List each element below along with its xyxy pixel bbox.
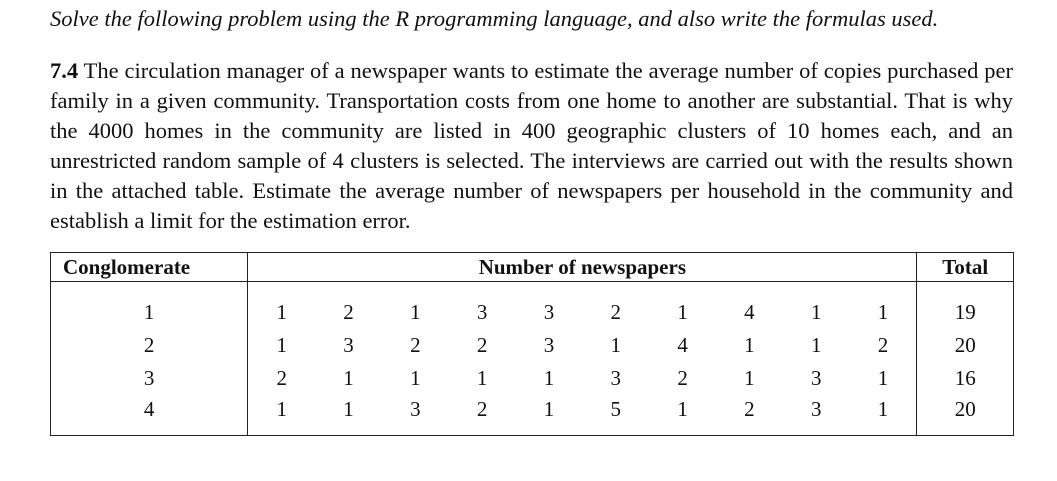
cluster-total: 20 [917, 395, 1014, 436]
problem-text: The circulation manager of a newspaper wants to estimate the average number of copies purchased per family in a given community. Transportation costs from one home to another are substantial. That is why the 4000 homes in the community are listed in 400 geographic clusters of 10 homes each, and an unrestricted random sample of 4 clusters is selected. The interviews are carried out with the results shown in the attached table. Estimate the average number of newspapers per household in the community and establish a limit for the estimation error. [50, 58, 1013, 233]
newspaper-count: 1 [877, 300, 889, 324]
newspaper-count: 1 [877, 366, 889, 390]
problem-statement [50, 56, 1013, 236]
header-number-of-newspapers: Number of newspapers [248, 253, 917, 282]
cluster-total: 16 [917, 362, 1014, 395]
newspaper-count: 1 [248, 395, 315, 436]
cluster-total: 19 [917, 296, 1014, 329]
newspaper-count: 1 [850, 395, 917, 436]
newspaper-count: 3 [543, 333, 555, 357]
newspaper-count: 1 [343, 366, 354, 390]
newspaper-count: 1 [276, 333, 287, 357]
newspaper-count: 2 [877, 333, 889, 357]
newspaper-count: 2 [476, 333, 488, 357]
newspaper-count: 1 [810, 300, 822, 324]
header-total: Total [917, 253, 1014, 282]
newspaper-count: 1 [744, 366, 755, 390]
newspaper-count: 2 [716, 395, 783, 436]
newspaper-count: 1 [744, 333, 755, 357]
cluster-id: 1 [51, 296, 248, 329]
problem-number: 7.4 [50, 58, 79, 83]
newspaper-count: 5 [582, 395, 649, 436]
newspaper-count: 1 [476, 366, 488, 390]
table-row [51, 296, 1014, 329]
newspaper-count: 2 [343, 300, 354, 324]
newspaper-count: 1 [410, 366, 421, 390]
cluster-id: 2 [51, 329, 248, 362]
cluster-total: 20 [917, 329, 1014, 362]
newspaper-count: 1 [410, 300, 421, 324]
newspaper-count: 3 [543, 300, 555, 324]
newspaper-count: 1 [516, 395, 583, 436]
newspaper-count: 1 [677, 300, 688, 324]
table-row [51, 395, 1014, 436]
newspaper-count: 3 [783, 395, 850, 436]
newspaper-count: 1 [649, 395, 716, 436]
header-conglomerate: Conglomerate [51, 253, 248, 282]
table-header-row [51, 253, 1014, 282]
newspaper-count: 3 [343, 333, 354, 357]
newspaper-count: 4 [744, 300, 755, 324]
newspaper-count: 2 [276, 366, 287, 390]
newspaper-count: 2 [677, 366, 688, 390]
newspaper-count: 1 [543, 366, 555, 390]
cluster-id: 3 [51, 362, 248, 395]
newspaper-count: 1 [315, 395, 382, 436]
newspaper-count: 3 [476, 300, 488, 324]
table-row [51, 329, 1014, 362]
newspaper-count: 1 [276, 300, 287, 324]
newspaper-count: 2 [449, 395, 516, 436]
newspaper-count: 1 [810, 333, 822, 357]
newspaper-count: 1 [610, 333, 622, 357]
newspaper-count: 2 [610, 300, 622, 324]
newspaper-count: 2 [410, 333, 421, 357]
newspaper-count: 3 [610, 366, 622, 390]
newspaper-count: 3 [382, 395, 449, 436]
newspaper-count: 3 [810, 366, 822, 390]
instruction-text: Solve the following problem using the R programming language, and also write the formulas used. [50, 6, 939, 31]
newspaper-count: 4 [677, 333, 688, 357]
newspaper-data-table [50, 252, 1014, 436]
table-row [51, 362, 1014, 395]
cluster-id: 4 [51, 395, 248, 436]
